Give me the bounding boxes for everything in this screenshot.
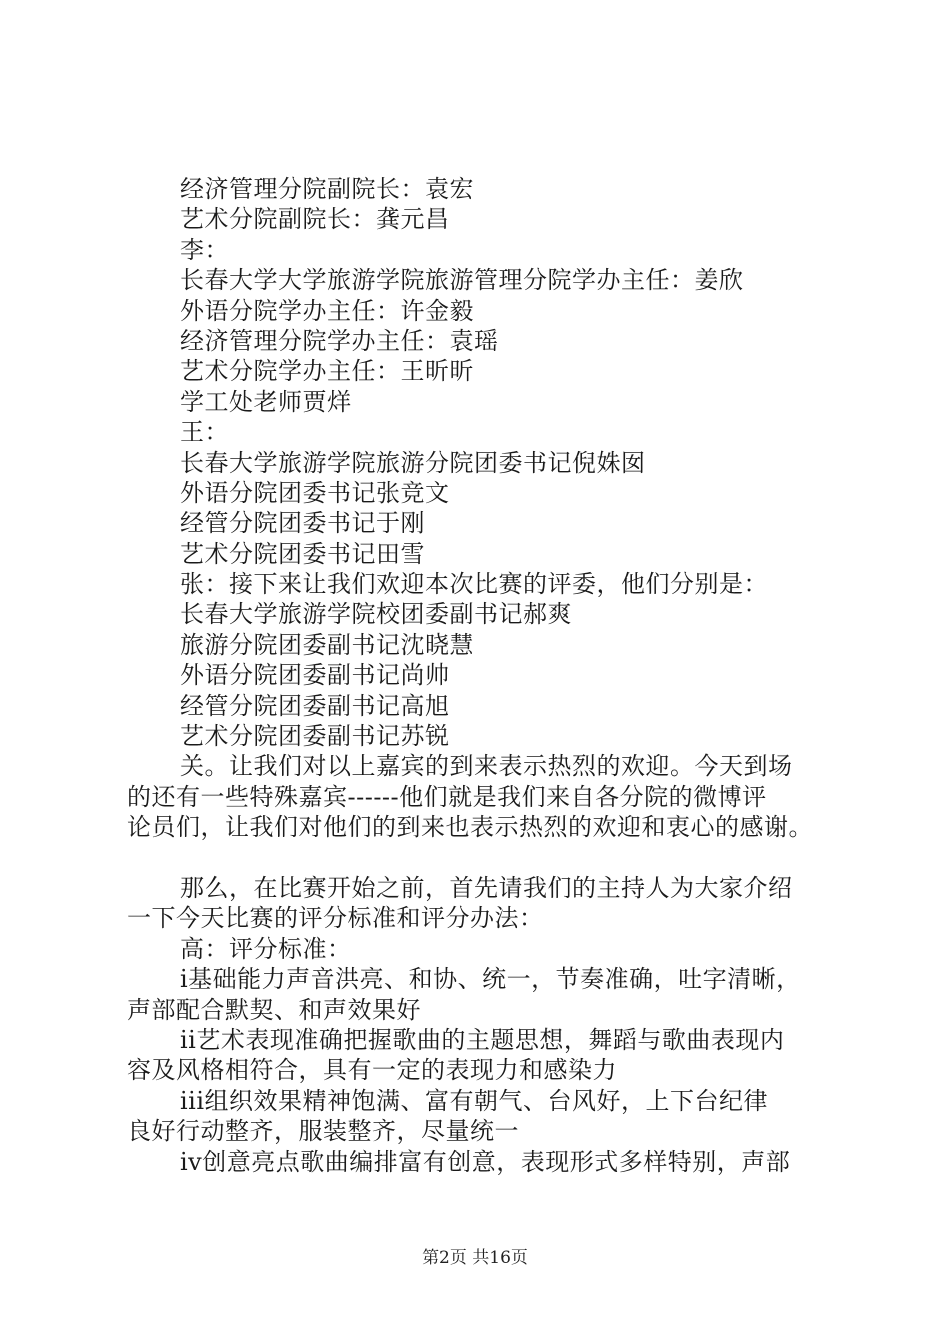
text-line: 良好行动整齐，服装整齐，尽量统一 <box>127 1117 519 1146</box>
text-line: 那么，在比赛开始之前，首先请我们的主持人为大家介绍 <box>180 873 793 902</box>
text-line: 外语分院学办主任：许金毅 <box>180 296 474 325</box>
text-line: ii艺术表现准确把握歌曲的主题思想，舞蹈与歌曲表现内 <box>180 1025 785 1054</box>
blank-line <box>127 843 847 873</box>
text-line: 王： <box>180 418 229 447</box>
text-line: 经济管理分院学办主任：袁瑶 <box>180 326 499 355</box>
text-line: 关。让我们对以上嘉宾的到来表示热烈的欢迎。今天到场 <box>180 752 793 781</box>
text-line: i基础能力声音洪亮、和协、统一，节奏准确，吐字清晰， <box>180 965 801 994</box>
text-line: iii组织效果精神饱满、富有朝气、台风好，上下台纪律 <box>180 1086 769 1115</box>
text-line: 长春大学大学旅游学院旅游管理分院学办主任：姜欣 <box>180 266 744 295</box>
text-line: 外语分院团委书记张竞文 <box>180 478 450 507</box>
text-line: 声部配合默契、和声效果好 <box>127 995 421 1024</box>
text-line: 经管分院团委书记于刚 <box>180 509 425 538</box>
text-line: 艺术分院团委书记田雪 <box>180 539 425 568</box>
text-line: 经济管理分院副院长：袁宏 <box>180 175 474 203</box>
document-body <box>127 174 847 1177</box>
text-line: 长春大学旅游学院校团委副书记郝爽 <box>180 600 572 629</box>
page-footer: 第2页 共16页 <box>422 1248 528 1268</box>
text-line: 经管分院团委副书记高旭 <box>180 691 450 720</box>
text-line: iv创意亮点歌曲编排富有创意，表现形式多样特别，声部 <box>180 1147 791 1176</box>
text-line: 艺术分院学办主任：王昕昕 <box>180 357 474 386</box>
text-line: 长春大学旅游学院旅游分院团委书记倪姝囡 <box>180 448 646 477</box>
text-line: 外语分院团委副书记尚帅 <box>180 661 450 690</box>
text-line: 李： <box>180 235 229 264</box>
text-line: 高：评分标准： <box>180 934 352 963</box>
text-line: 艺术分院副院长：龚元昌 <box>180 205 450 234</box>
text-line: 学工处老师贾烊 <box>180 387 352 416</box>
text-line: 艺术分院团委副书记苏锐 <box>180 722 450 751</box>
text-line: 旅游分院团委副书记沈晓慧 <box>180 630 474 659</box>
text-line: 的还有一些特殊嘉宾------他们就是我们来自各分院的微博评 <box>127 782 767 811</box>
text-line: 张：接下来让我们欢迎本次比赛的评委，他们分别是： <box>180 570 768 599</box>
text-line: 一下今天比赛的评分标准和评分办法： <box>127 904 544 933</box>
text-line: 论员们，让我们对他们的到来也表示热烈的欢迎和衷心的感谢。 <box>127 813 813 842</box>
text-line: 容及风格相符合，具有一定的表现力和感染力 <box>127 1056 617 1085</box>
